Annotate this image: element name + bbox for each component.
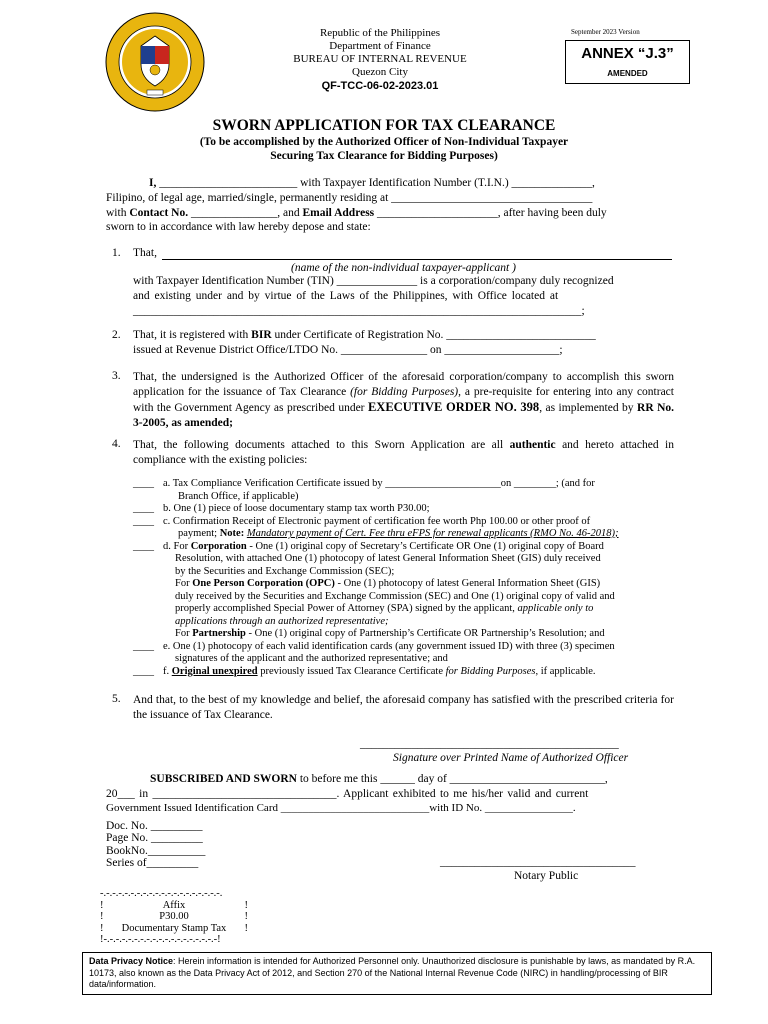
doc-e-line-2: signatures of the applicant and the authorized representative; and <box>175 653 448 664</box>
item2-bir: BIR <box>251 329 272 341</box>
item-number: 5. <box>112 693 121 705</box>
stamp-dst: Documentary Stamp Tax <box>121 922 227 934</box>
doc-item-b <box>100 503 680 516</box>
intro-i: I, <box>149 177 157 189</box>
doc-d-for: d. For <box>163 540 189 552</box>
doc-item-e <box>100 641 680 654</box>
stamp-affix: Affix <box>162 899 186 911</box>
item5-a: And that, to the best of my knowledge and belief, the aforesaid company has satisfied with the prescribed criteria for the issuance of Tax Clearance. <box>133 694 674 721</box>
doc-f-bidding: for Bidding Purposes <box>445 665 536 677</box>
item4-authentic: authentic <box>509 439 556 451</box>
jurat-line-3: Government Issued Identification Card ___________________________with ID No. ________________. <box>106 802 576 814</box>
documents-checklist <box>100 478 680 678</box>
doc-item-d-5 <box>100 591 680 604</box>
item4-b: and hereto attached in compliance with the existing policies: <box>133 439 675 466</box>
doc-f-end: , if applicable. <box>535 665 596 677</box>
subtitle-line-1: (To be accomplished by the Authorized Officer of Non-Individual Taxpayer <box>199 136 569 148</box>
doc-item-a-cont <box>100 491 680 504</box>
doc-f-text: previously issued Tax Clearance Certificate <box>260 665 444 677</box>
bir-seal-logo <box>105 12 205 112</box>
doc-item-e-cont <box>100 653 680 666</box>
item1-text-c: ______________________________________________________________________________; <box>133 305 585 317</box>
item4-text <box>133 438 674 468</box>
privacy-label: Data Privacy Notice <box>89 956 174 966</box>
doc-d-line-7: applications through an authorized representative; <box>175 615 389 627</box>
doc-item-d-3 <box>100 566 680 579</box>
annex-box <box>565 40 690 84</box>
page-title: SWORN APPLICATION FOR TAX CLEARANCE <box>212 117 556 134</box>
doc-blank: ____ <box>133 478 154 489</box>
doc-f-letter: f. <box>163 665 170 677</box>
annex-label: ANNEX “J.3” <box>581 45 674 62</box>
doc-d-partnership: Partnership <box>192 628 246 639</box>
doc-item-d-6 <box>100 603 680 616</box>
doc-e-line-1: e. One (1) photocopy of each valid identification cards (any government issued ID) with three (3) specimen <box>163 640 615 652</box>
intro-with: with <box>106 207 127 219</box>
item1-that: That, <box>133 247 157 259</box>
doc-item-d-8 <box>100 628 680 641</box>
doc-item-c <box>100 516 680 529</box>
doc-item-d-4 <box>100 578 680 591</box>
data-privacy-notice <box>82 952 712 995</box>
intro-line-3 <box>106 207 607 219</box>
doc-d-line-1: - One (1) original copy of Secretary’s Certificate OR One (1) original copy of Board <box>249 540 604 552</box>
doc-item-d-7 <box>100 616 680 629</box>
item1-text-a: with Taxpayer Identification Number (TIN) ______________ is a corporation/company duly recognized <box>133 275 614 287</box>
jurat-line-2: 20___ in ________________________________. Applicant exhibited to me his/her valid and current <box>106 788 589 800</box>
doc-item-d <box>100 541 680 554</box>
doc-c-line-1: c. Confirmation Receipt of Electronic payment of certification fee worth Php 100.00 or other proof of <box>163 515 591 527</box>
doc-d-line-5: duly received by the Securities and Exchange Commission (SEC) and One (1) original copy of valid and <box>175 590 615 602</box>
notary-caption: Notary Public <box>514 870 579 882</box>
item3-b: (for Bidding Purposes) <box>350 386 459 398</box>
doc-d-line-6: properly accomplished Special Power of Attorney (SPA) signed by the applicant, <box>175 603 515 614</box>
version-label: September 2023 Version <box>571 28 640 36</box>
stamp-amount: P30.00 <box>159 911 189 922</box>
intro-name-blank: ________________________ <box>159 177 298 189</box>
doc-blank: ____ <box>133 540 154 552</box>
doc-item-a <box>100 478 680 491</box>
signature-caption-text: Signature over Printed Name of Authorized Officer <box>393 752 629 764</box>
doc-blank: ____ <box>133 640 154 652</box>
doc-a-line-1: a. Tax Compliance Verification Certificate issued by ______________________on ________; (and for <box>163 478 595 489</box>
doc-d-applicable: applicable only to <box>517 603 594 614</box>
doc-d-line-2: Resolution, with attached One (1) photocopy of latest General Information Sheet (GIS) duly received <box>175 553 601 564</box>
jurat-subscribed: SUBSCRIBED AND SWORN <box>150 773 297 785</box>
stamp-line-2: ! P30.00 ! <box>100 911 248 922</box>
doc-c-payment: payment; <box>178 528 218 539</box>
item2-line-1 <box>133 329 596 341</box>
form-code: QF-TCC-06-02-2023.01 <box>321 80 439 92</box>
stamp-line-3: ! Documentary Stamp Tax ! <box>100 922 248 934</box>
doc-d-corporation: Corporation <box>190 540 247 552</box>
book-no: BookNo.__________ <box>106 845 206 857</box>
item1-name-line <box>162 259 672 260</box>
item3-eo: EXECUTIVE ORDER NO. 398 <box>367 400 540 414</box>
header-republic: Republic of the Philippines <box>319 27 441 39</box>
doc-blank: ____ <box>133 515 154 527</box>
doc-d-line-4: - One (1) photocopy of latest General Information Sheet (GIS) <box>337 578 601 589</box>
item-number: 4. <box>112 438 121 450</box>
doc-blank: ____ <box>133 665 154 677</box>
doc-d-for-partnership: For <box>175 628 190 639</box>
item3-text <box>133 370 674 431</box>
stamp-line-1: ! Affix ! <box>100 899 248 911</box>
doc-d-line-8: - One (1) original copy of Partnership’s Certificate OR Partnership’s Resolution; and <box>248 628 605 639</box>
doc-blank: ____ <box>133 503 154 514</box>
item1-caption-text: (name of the non-individual taxpayer-applicant ) <box>291 262 516 274</box>
item1-caption <box>133 262 674 274</box>
item2-line-2: issued at Revenue District Office/LTDO No. _______________ on ____________________; <box>133 344 563 356</box>
intro-line-1 <box>149 177 595 189</box>
doc-item-c-cont <box>100 528 680 541</box>
item3-d: , as implemented by <box>539 402 634 414</box>
intro-email-blank: _____________________, after having been duly <box>377 207 607 219</box>
item-number: 3. <box>112 370 121 382</box>
intro-tin: with Taxpayer Identification Number (T.I.N.) ______________, <box>300 177 595 189</box>
item3-rr: RR No. 3-2005, as amended; <box>133 402 675 429</box>
item3-a: That, the undersigned is the Authorized Officer of the aforesaid corporation/company to accomplish this sworn application for the issuance of Tax Clearance <box>133 371 674 398</box>
item1-text-b: and existing under and by virtue of the Laws of the Philippines, with Office located at <box>133 290 559 302</box>
amended-label: AMENDED <box>607 69 648 78</box>
doc-d-line-3: by the Securities and Exchange Commission (SEC); <box>175 565 395 577</box>
item2-a: That, it is registered with <box>133 329 249 341</box>
doc-b-line-1: b. One (1) piece of loose documentary stamp tax worth P30.00; <box>163 503 430 514</box>
intro-line-4: sworn to in accordance with law hereby depose and state: <box>106 221 371 233</box>
item2-b: under Certificate of Registration No. __________________________ <box>274 329 596 341</box>
intro-contact-label: Contact No. <box>129 207 189 219</box>
notary-line: __________________________________ <box>440 856 636 868</box>
header-department: Department of Finance <box>329 40 431 52</box>
item-number: 2. <box>112 329 121 341</box>
series-of: Series of_________ <box>106 857 199 869</box>
item3-c: , a pre-requisite for entering into any contract with the Government Agency as prescribed under <box>133 386 674 414</box>
stamp-border-top: -.-.-.-.-.-.-.-.-.-.-.-.-.-.-.-.-.-.-.-. <box>100 888 223 899</box>
item4-a: That, the following documents attached to this Sworn Application are all <box>133 439 504 451</box>
header-city: Quezon City <box>352 66 408 78</box>
doc-c-mandatory: Mandatory payment of Cert. Fee thru eFPS for renewal applicants (RMO No. 46-2018); <box>246 528 619 539</box>
doc-no: Doc. No. _________ <box>106 820 203 832</box>
doc-d-opc: One Person Corporation (OPC) <box>192 578 335 589</box>
doc-c-note: Note: <box>219 528 245 539</box>
doc-item-d-2 <box>100 553 680 566</box>
intro-email-label: Email Address <box>302 207 375 219</box>
page-no: Page No. _________ <box>106 832 203 844</box>
signature-caption <box>393 752 628 764</box>
stamp-border-bottom: !-.-.-.-.-.-.-.-.-.-.-.-.-.-.-.-.-.-.-! <box>100 934 221 945</box>
jurat-line-1 <box>150 773 608 785</box>
subtitle-line-2: Securing Tax Clearance for Bidding Purposes) <box>270 150 498 162</box>
stamp-box <box>100 888 248 946</box>
item-number: 1. <box>112 247 121 259</box>
doc-item-f <box>100 666 680 679</box>
signature-line: _____________________________________________ <box>360 738 619 750</box>
doc-a-line-2: Branch Office, if applicable) <box>178 490 299 502</box>
item5-text <box>133 693 674 723</box>
intro-contact-blank: _______________, and <box>190 207 300 219</box>
doc-f-original: Original unexpired <box>171 665 258 677</box>
doc-d-for-opc: For <box>175 578 190 589</box>
intro-line-2: Filipino, of legal age, married/single, permanently residing at ___________________________________ <box>106 192 593 204</box>
privacy-text: : Herein information is intended for Authorized Personnel only. Unauthorized disclosure is punishable by laws, as mandated by R.A. 10173, also known as the Data Privacy Act of 2012, and Section 270 of the National Internal Revenue Code (NIRC) in handling/processing of BIR data/information. <box>89 956 696 989</box>
header-bureau: BUREAU OF INTERNAL REVENUE <box>293 53 467 65</box>
jurat-b: to before me this ______ day of ___________________________, <box>299 773 608 785</box>
